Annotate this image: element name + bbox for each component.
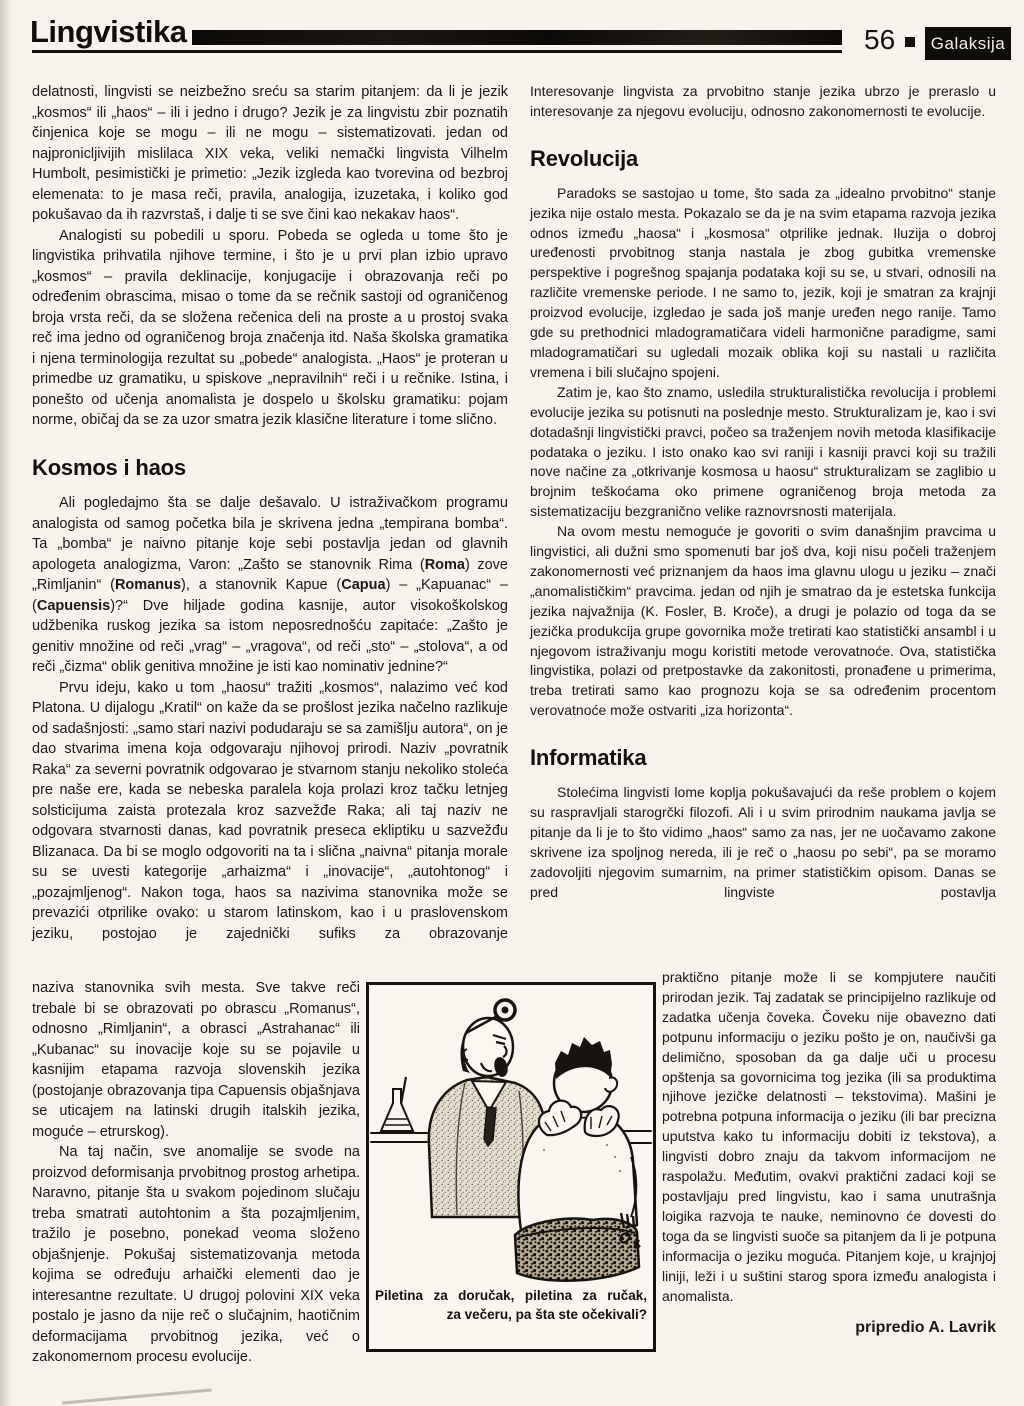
patient-figure (515, 1037, 639, 1281)
paragraph-stolecima: Stolećima lingvisti lome koplja pokušavajući da reše problem o kojem su raspravljali starogrčki filozofi. Ali i u svim prirodnim naukama javlja se pitanje da li je to što vidimo „haos“ samo za nas, jer ne uočavamo zakone skrivene iza spoljnog nereda, ili je reč o „haosu po sebi“, pa se moramo zadovoljiti njegovim sumarnim, na primer statističkim opisom. Danas se pred lingviste postavlja (530, 784, 996, 900)
cartoon-caption-line2: za večeru, pa šta ste očekivali? (446, 1307, 647, 1322)
paragraph-stolecima-continued: praktično pitanje može li se kompjutere naučiti prirodan jezik. Taj zadatak se principijelno razlikuje od zadatka učenja čoveka. Čoveku nije obavezno dati potpunu informaciju o jeziku pošto je on, naučivši ga delimično, sposoban da ga dalje uči u procesu opštenja sa govornicima tog jezika (ili sa produktima njihove jezičke delatnosti – tekstovima). Mašini je potrebna potpuna informacija o jeziku (ili bar precizna uputstva kako tu informaciju dobiti iz tekstova), a lingvisti dobro znaju da takvom informacijom ne raspolažu. Međutim, ovakvi praktični zadaci koji se postavljaju pred lingvistu, kao i sama unutrašnja loigika razvoja te nauke, neminovno će dovesti do toga da se lingvisti suoče sa pitanjem da li je potpuna informacija o jeziku moguća. Pitanjem koje, u krajnjoj liniji, leži i u suštini starog spora između analogista i anomalista. (662, 969, 996, 1304)
paragraph-zatim: Zatim je, kao što znamo, usledila strukturalistička revolucija i problemi evolucije jezika su potisnuti na poslednje mesto. Strukturalizam je, kao i svi dotadašnji lingvistički pravci, počeo sa traženjem novih metoda klasifikacije podataka o jeziku. I isto onako kao svi raniji i kasniji pravci koji su tražili nove načine za „otkrivanje kosmosa u haosu“ strukturalizam se zaglibio u brojnim teškoćama oko primene ograničenog broja metoda za sistematizaciju bezgranično velike raznovrsnosti materijala. (530, 383, 996, 520)
paragraph-interesovanje: Interesovanje lingvista za prvobitno stanje jezika ubrzo je preraslo u interesovanje za njegovu evoluciju, odnosno zakonomernosti te evolucije. (530, 83, 996, 119)
paragraph-analogisti: Analogisti su pobedili u sporu. Pobeda se ogleda u tome što je lingvistika prihvatila njihove termine, i što je u prvi plan izbio upravo „kosmos“ – pravila deklinacije, konjugacije i obrazovanja reči po određenim obrascima, misao o tome da se rečnik sastoji od ograničenog broja vrsta reči, da se složena rečenica deli na proste a u prostoj svaka reč ima jedno od ograničenog broja značenja itd. Naša školska gramatika i njena terminologija rezultat su „pobede“ analogista. „Haos“ je proteran u primedbe uz gramatiku, u spiskove „nepravilnih“ reči i u rečnike. Istina, i ponešto od učenja anomalista je dospelo u školsku gramatiku: pojam norme, običaj da se za uzor smatra jezik klasične literature i tome slično. (32, 227, 508, 428)
heading-informatika: Informatika (530, 745, 647, 771)
section-title: Lingvistika (30, 14, 187, 49)
paragraph-delatnosti: delatnosti, lingvisti se neizbežno sreću sa starim pitanjem: da li je jezik „kosmos“ ili „haos“ – ili i jedno i drugo? Jezik je za lingvistu zbir poznatih činjenica koje se mogu – ili ne mogu – sistematizovati. jedan od najpronicljivijih mislilaca XIX veka, veliki nemački lingvista Vilhelm Humbolt, pesimistički je primetio: „Jezik izgleda kao tvorevina od bezbroj elemenata: to je masa reči, pravila, analogija, izuzetaka, i koliko god pokušavao da ih razvrstaš, i dalje ti se sve čini kao nekakav haos“. (32, 84, 508, 223)
paragraph-paradoks: Paradoks se sastojao u tome, što sada za „idealno prvobitno“ stanje jezika nije ostalo mesta. Pokazalo se da je na svim etapama razvoja jezika odnos između „haosa“ i „kosmosa“ otprilike jednak. Iluzija o dobroj uređenosti prvobitnog stanja nastala je zbog gubitka vremenske perspektive i pogrešnog spajanja podataka koji su se, u stvari, odnosili na različite vremenske periode. I ne samo to, jezik, koji je smatran za krajnji proizvod evolucije, izgledao je sada još manje uređen nego ranije. Tamo gde su prethodnici mladogramatičara videli harmonične paradigme, sami mladogramatičari su ugledali mozaik oblika koji su nastali u različita vremena i bili slučajno spojeni. (530, 184, 996, 380)
square-bullet-icon (905, 37, 915, 47)
cartoon-illustration (369, 985, 653, 1285)
paragraph-na-ovom-mestu: Na ovom mestu nemoguće je govoriti o svim današnjim pravcima u lingvistici, ali dužni smo spomenuti bar još dva, koji nisu počeli traženjem zakonomernosti već priznanjem da haos ima glavnu ulogu u jeziku – znači „anomalističkim“ pravcima. jedan od njih je smatrao da je estetska funkcija jezika najvažnija (K. Fosler, B. Kroče), a drugi je polazio od toga da se jezička produkcija grupe govornika može tretirati kao statistički ansambl i u njegovom istraživanju mogu koristiti metode verovatnoće. Ova, statistička lingvistika, polazi od pretpostavke da zakonitosti, pronađene u primerima, treba tretirati samo kao prognozu koja se sa određenim procentom verovatnoće može ostvariti „iza horizonta“. (530, 523, 996, 719)
heading-kosmos-i-haos: Kosmos i haos (32, 454, 186, 480)
heading-revolucija: Revolucija (530, 145, 639, 171)
left-column-wide-section (32, 82, 508, 978)
header-rule (32, 50, 842, 53)
cartoon-caption-line1: Piletina za doručak, piletina za ručak, (375, 1288, 647, 1303)
paragraph-na-taj-nacin: Na taj način, sve anomalije se svode na proizvod deformisanja prvobitnog prostog arhetipa. Naravno, pitanje šta u svakom pojedinom slučaju treba smatrati autohtonim a šta pozajmljenim, tražilo je posebno, ponekad veoma složeno objašnjenje. Pokušaj sistematizovanja metoda kojima se određuju arhaički elementi dao je interesantne rezultate. U drugoj polovini XIX veka postalo je jasno da nije reč o slučajnim, haotičnim deformacijama prvobitnog jezika, već o zakonomernom procesu evolucije. (32, 1144, 360, 1365)
paragraph-prvu-ideju: Prvu ideju, kako u tom „haosu“ tražiti „kosmos“, nalazimo već kod Platona. U dijalogu „Kratil“ on kaže da se prošlost jezika načelno razlikuje od sadašnjosti: „samo stari nazivi podudaraju se sa zamišlju autora“, on je dao stvarima imena koja odgovaraju njihovoj prirodi. Naziv „povratnik Raka“ za severni povratnik odgovarao je stvarnom stanju nekoliko stoleća pre naše ere, kada se nebeska paralela koja prolazi kroz tačku letnjeg solsticijuma zaista protezala kroz sazvežđe Raka; ali taj naziv ne odgovara stvarnosti danas, kad povratnik preseca ekliptiku u sazvežđu Blizanaca. Da bi se moglo odgovoriti na ta i slična „naivna“ pitanja morale su se uvesti kategorije „arhaizma“ i „inovacije“, „autohtonog“ i „pozajmljenog“. Nakon toga, haos sa nazivima stanovnika može se prevazići otprilike ovako: u starom latinskom, kao i u praslovenskom jeziku, postojao je zajednički sufiks za obrazovanje (32, 679, 508, 942)
byline: pripredio A. Lavrik (855, 1319, 996, 1337)
laboratory-flask (381, 1077, 413, 1131)
header-bar (192, 30, 842, 45)
page-number: 56 (864, 24, 896, 55)
paragraph-tempirana-bomba: Ali pogledajmo šta se dalje dešavalo. U istraživačkom programu analogista od samog početka bila je skrivena jedna „tempirana bomba“. Ta „bomba“ je naivno pitanje koje sebi postavlja jedan od glavnih apologeta analogizma, Varon: „Zašto se stanovnik Rima (Roma) zove „Rimljanin“ (Romanus), a stanovnik Kapue (Capua) – „Kapuanac“ – (Capuensis)?“ Dve hiljade godina kasnije, autor visokoškolskog udžbenika ruskog jezika sa istom neposrednošću zapitaće: „Zašto je genitiv množine od reči „vrag“ – „vragova“, od reči „sto“ – „stolova“, a od reči „čizma“ oblik genitiva množine je isti kao nominativ jednine?“ (32, 495, 508, 675)
right-column-wide-section (530, 82, 996, 968)
paragraph-prvu-ideju-continued: naziva stanovnika svih mesta. Sve takve reči trebale bi se obrazovati po obrascu „Romanus“, odnosno „Rimljanin“, a obrasci „Astrahanac“ ili „Kubanac“ su inovacije koje su se pojavile u kasnijim etapama razvoja slovenskih jezika (postojanje obrazovanja tipa Capuensis objašnjava se uticajem na latinski drugih italskih jezika, moguće – etrurskog). (32, 980, 360, 1140)
cartoon-figure (366, 982, 656, 1352)
cartoon-caption (369, 1285, 653, 1330)
magazine-logo: Galaksija (925, 27, 1011, 60)
